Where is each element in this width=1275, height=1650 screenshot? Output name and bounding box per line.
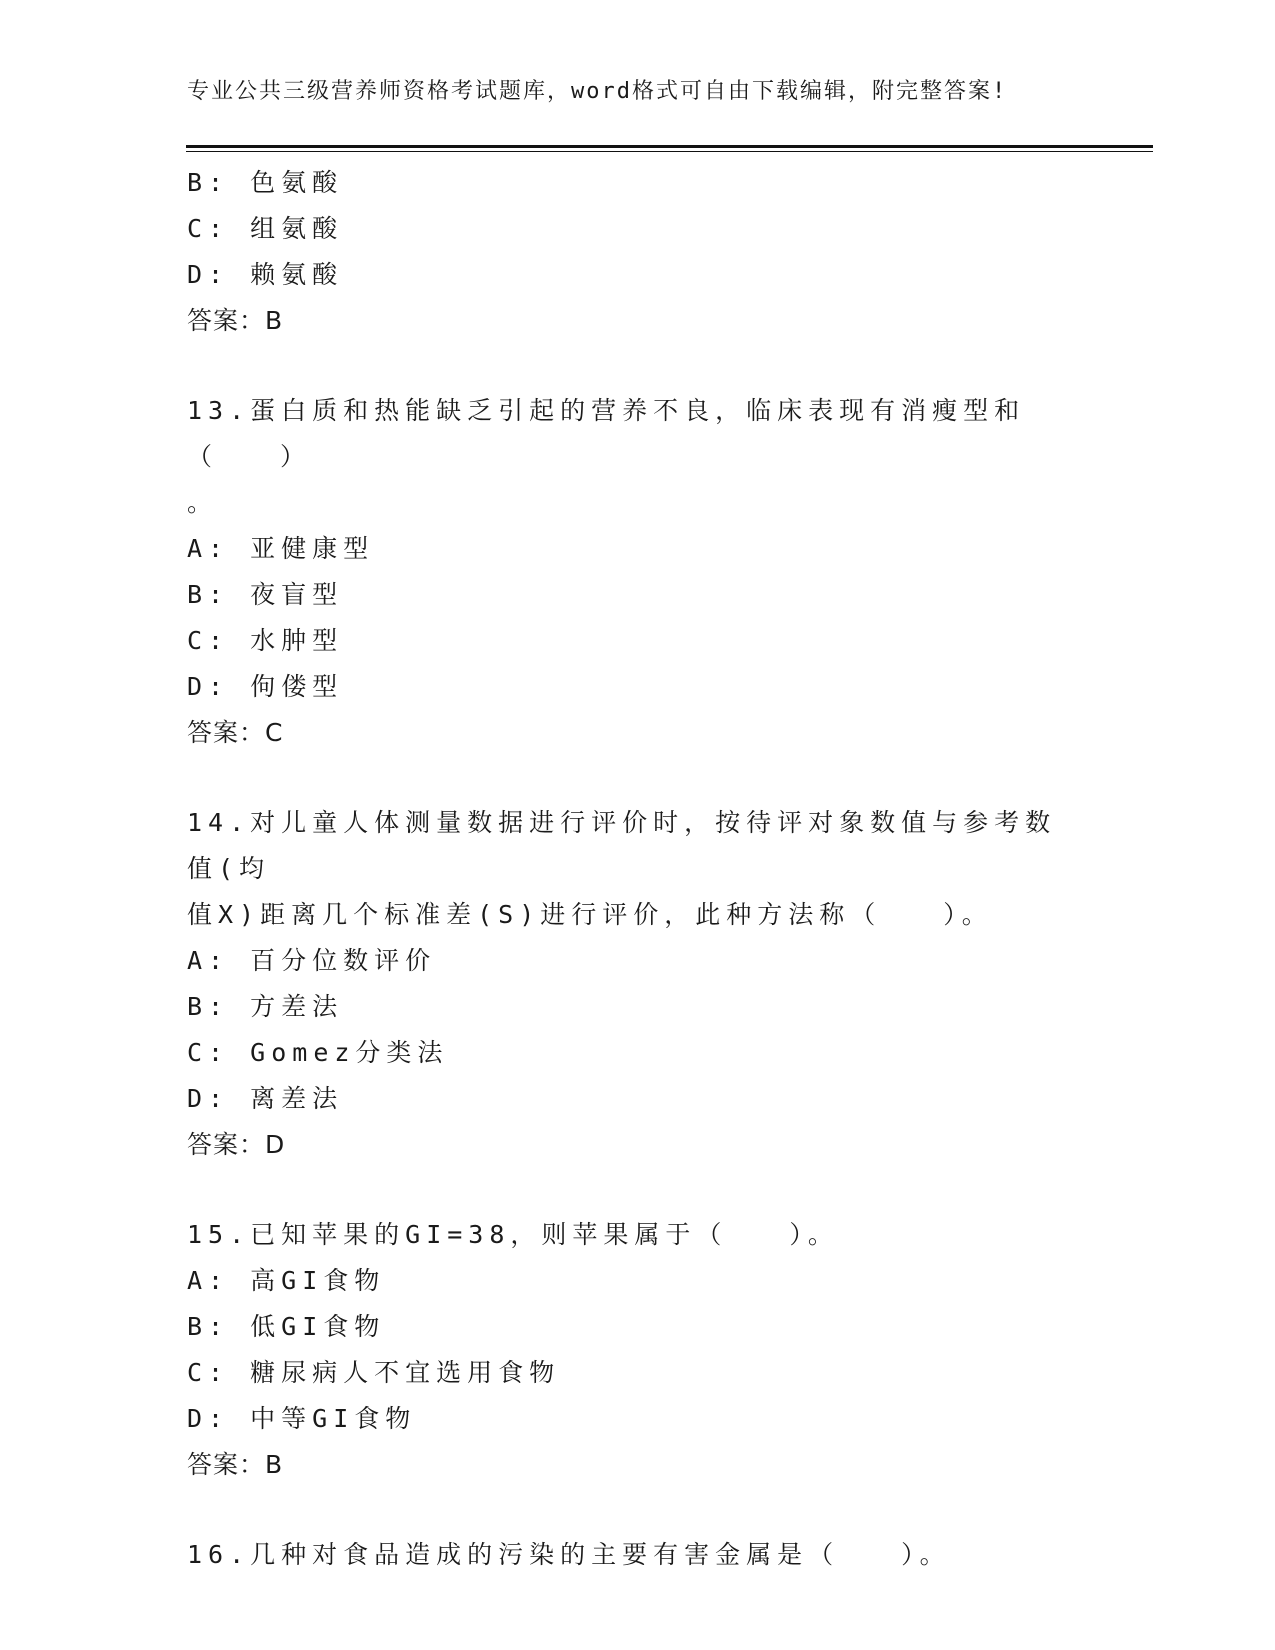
option-c: C: 组氨酸 xyxy=(187,214,344,243)
page-header: 专业公共三级营养师资格考试题库，word格式可自由下载编辑，附完整答案! xyxy=(187,79,1008,104)
question-text-cont: 。 xyxy=(187,488,219,517)
question-text: 15.已知苹果的GI=38，则苹果属于（ ）。 xyxy=(187,1220,839,1249)
question-15 xyxy=(187,1212,1087,1488)
question-content xyxy=(187,160,1087,1578)
option-b: B: 夜盲型 xyxy=(187,580,344,609)
option-d: D: 中等GI食物 xyxy=(187,1404,417,1433)
option-a: A: 百分位数评价 xyxy=(187,946,437,975)
question-13 xyxy=(187,388,1087,756)
option-a: A: 高GI食物 xyxy=(187,1266,386,1295)
option-d: D: 佝偻型 xyxy=(187,672,344,701)
prev-question xyxy=(187,160,1087,344)
option-b: B: 低GI食物 xyxy=(187,1312,386,1341)
option-b: B: 色氨酸 xyxy=(187,168,344,197)
question-text: 16.几种对食品造成的污染的主要有害金属是（ ）。 xyxy=(187,1540,951,1569)
header-rule-thick xyxy=(186,145,1153,148)
answer-line: 答案：B xyxy=(187,306,284,335)
question-14 xyxy=(187,800,1087,1168)
header-rule-thin xyxy=(186,151,1153,152)
option-a: A: 亚健康型 xyxy=(187,534,375,563)
option-b: B: 方差法 xyxy=(187,992,344,1021)
option-d: D: 离差法 xyxy=(187,1084,344,1113)
answer-line: 答案：D xyxy=(187,1130,286,1159)
option-c: C: Gomez分类法 xyxy=(187,1038,449,1067)
question-text: 13.蛋白质和热能缺乏引起的营养不良，临床表现有消瘦型和（ ） xyxy=(187,396,1026,471)
answer-line: 答案：B xyxy=(187,1450,284,1479)
option-d: D: 赖氨酸 xyxy=(187,260,344,289)
answer-line: 答案：C xyxy=(187,718,284,747)
option-c: C: 水肿型 xyxy=(187,626,344,655)
question-16 xyxy=(187,1532,1087,1578)
option-c: C: 糖尿病人不宜选用食物 xyxy=(187,1358,561,1387)
question-text-cont: 值X)距离几个标准差(S)进行评价，此种方法称（ ）。 xyxy=(187,900,993,929)
question-text: 14.对儿童人体测量数据进行评价时，按待评对象数值与参考数值(均 xyxy=(187,808,1057,883)
